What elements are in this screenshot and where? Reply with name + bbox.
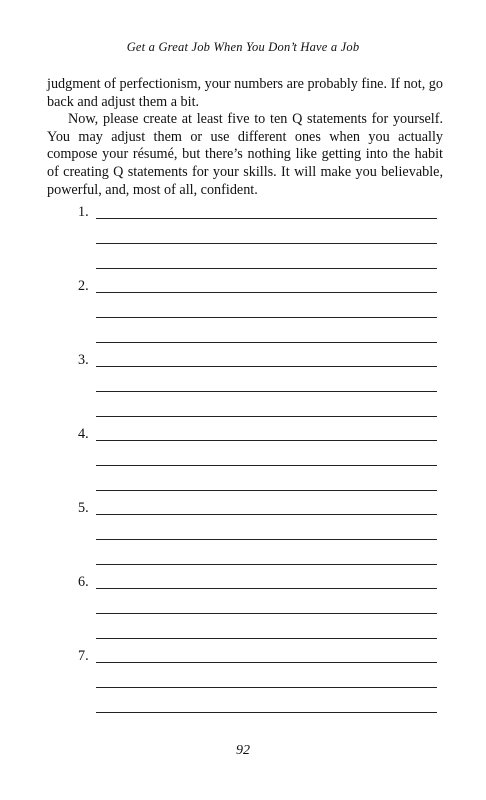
exercise-list [0,204,486,722]
answer-line[interactable] [96,490,437,491]
running-head: Get a Great Job When You Don’t Have a Job [126,40,360,54]
answer-line[interactable] [96,268,437,269]
exercise-item [0,204,486,278]
answer-line[interactable] [96,440,437,441]
answer-line[interactable] [96,564,437,565]
answer-line[interactable] [96,416,437,417]
paragraph-continuation: judgment of perfectionism, your numbers are probably fine. If not, go back and adjust them a bit. [47,76,443,110]
answer-line[interactable] [96,539,437,540]
exercise-item [0,278,486,352]
exercise-item [0,352,486,426]
answer-line[interactable] [96,514,437,515]
answer-line[interactable] [96,243,437,244]
answer-line[interactable] [96,638,437,639]
item-number: 2. [78,278,89,294]
answer-line[interactable] [96,218,437,219]
answer-line[interactable] [96,465,437,466]
exercise-item [0,574,486,648]
exercise-item [0,648,486,722]
answer-line[interactable] [96,588,437,589]
item-number: 7. [78,648,89,664]
item-number: 5. [78,500,89,516]
answer-line[interactable] [96,292,437,293]
answer-line[interactable] [96,687,437,688]
exercise-item [0,426,486,500]
item-number: 6. [78,574,89,590]
answer-line[interactable] [96,317,437,318]
item-number: 1. [78,204,89,220]
answer-line[interactable] [96,342,437,343]
body-text [47,76,443,199]
answer-line[interactable] [96,712,437,713]
page-number: 92 [236,743,250,758]
paragraph-instructions: Now, please create at least five to ten Q statements for yourself. You may adjust them or use different ones when you actually compose your résumé, but there’s nothing like getting into the habit of creating Q statements for your skills. It will make you believable, powerful, and, most of all, confident. [47,111,443,198]
exercise-item [0,500,486,574]
answer-line[interactable] [96,391,437,392]
item-number: 3. [78,352,89,368]
answer-line[interactable] [96,662,437,663]
answer-line[interactable] [96,366,437,367]
answer-line[interactable] [96,613,437,614]
item-number: 4. [78,426,89,442]
